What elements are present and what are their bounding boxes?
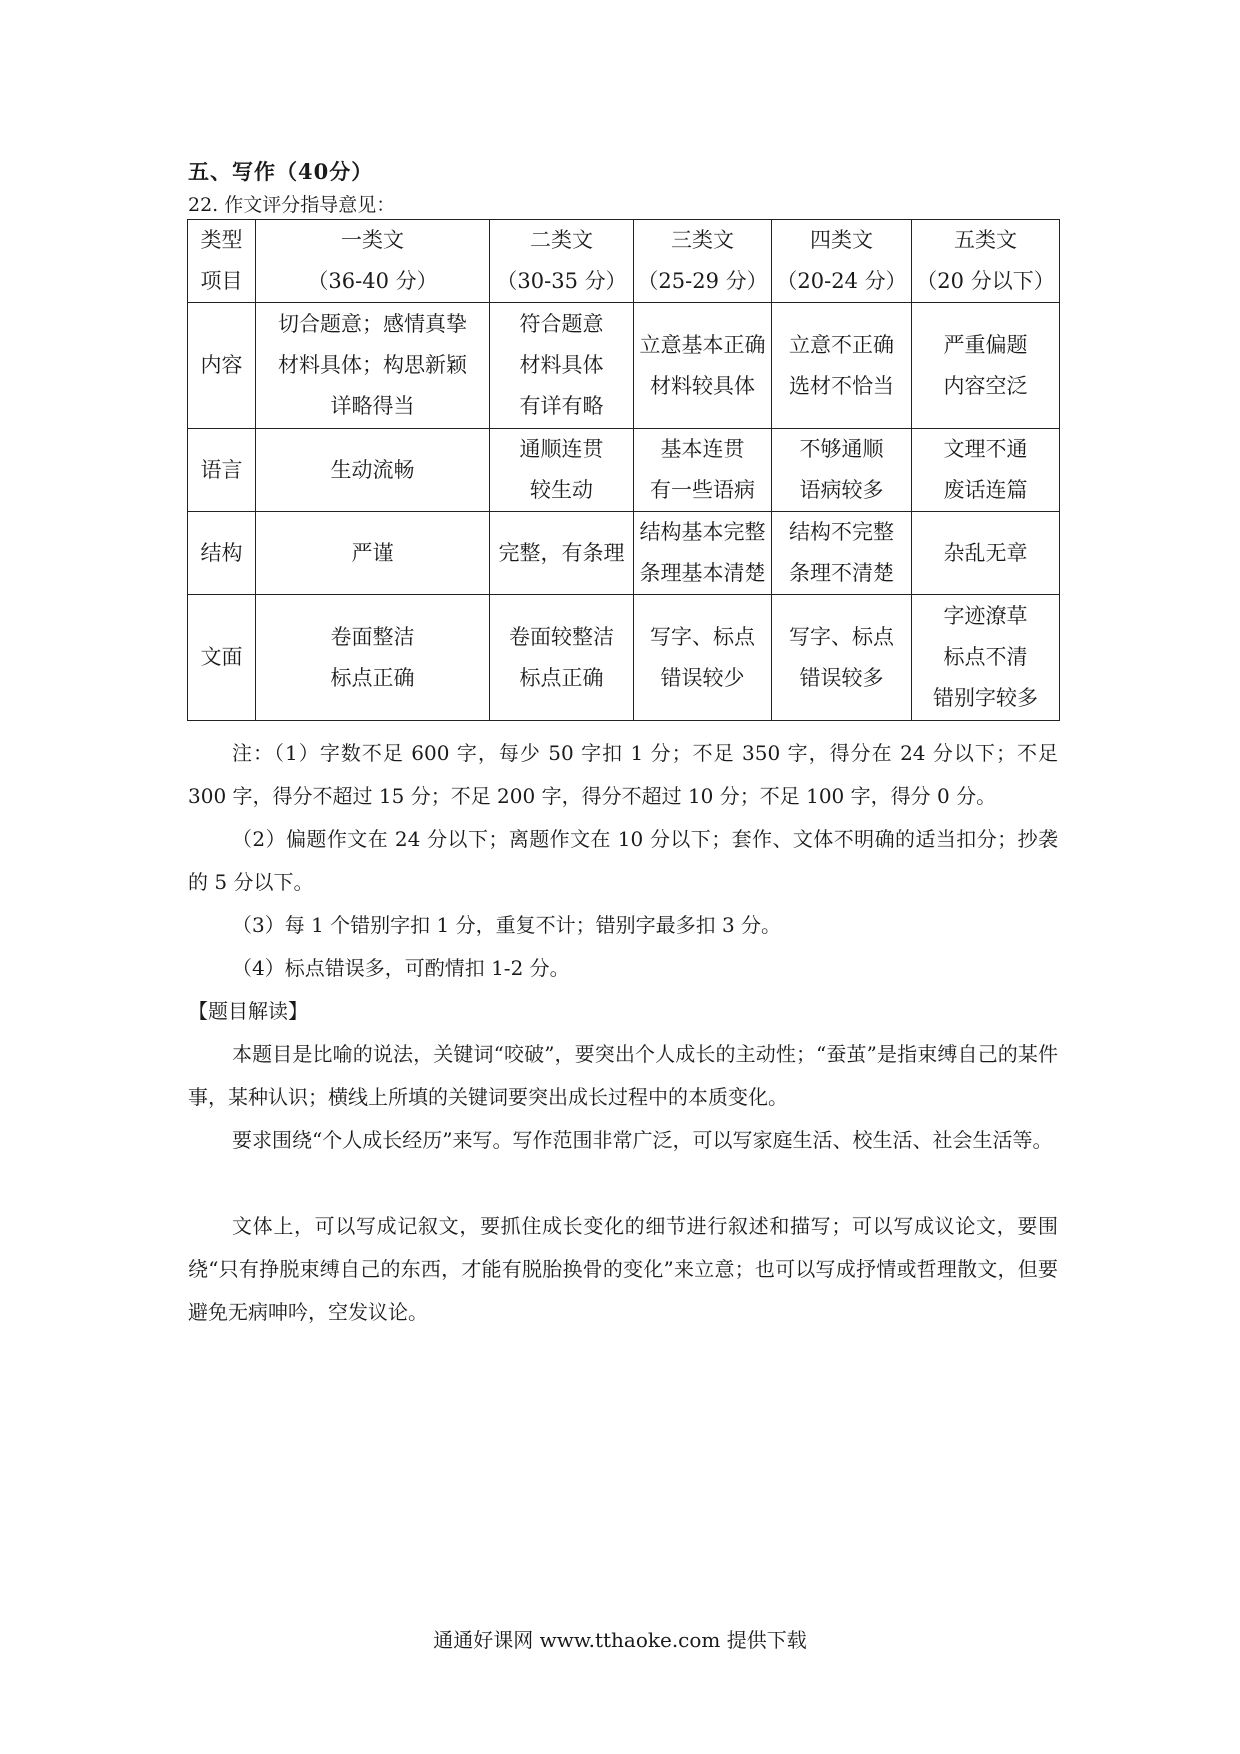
table-cell: 写字、标点 错误较多: [772, 595, 912, 721]
table-cell: 卷面整洁 标点正确: [256, 595, 490, 721]
table-cell: 文理不通 废话连篇: [912, 429, 1060, 512]
row-label: 内容: [188, 303, 256, 429]
table-cell: 字迹潦草 标点不清 错别字较多: [912, 595, 1060, 721]
note-paragraph: （3）每 1 个错别字扣 1 分，重复不计；错别字最多扣 3 分。: [232, 913, 782, 937]
table-cell: 卷面较整洁 标点正确: [490, 595, 634, 721]
question-label: 22. 作文评分指导意见：: [188, 194, 396, 216]
corner-type: 类型: [200, 228, 243, 252]
table-cell: 结构基本完整 条理基本清楚: [634, 512, 772, 595]
section-title: 五、写作（40分）: [188, 159, 374, 184]
table-cell: 切合题意；感情真挚 材料具体；构思新颖 详略得当: [256, 303, 490, 429]
column-header: 五类文 （20 分以下）: [912, 220, 1060, 303]
table-row: [188, 512, 1060, 595]
table-cell: 杂乱无章: [912, 512, 1060, 595]
note-paragraph: （2）偏题作文在 24 分以下；离题作文在 10 分以下；套作、文体不明确的适当扣分；抄袭的 5 分以下。: [188, 827, 1058, 894]
row-label: 语言: [188, 429, 256, 512]
table-cell: 通顺连贯 较生动: [490, 429, 634, 512]
grading-table: [187, 219, 1060, 721]
table-row: [188, 429, 1060, 512]
table-cell: 结构不完整 条理不清楚: [772, 512, 912, 595]
corner-item: 项目: [200, 269, 243, 293]
note-paragraph: （4）标点错误多，可酌情扣 1-2 分。: [232, 956, 570, 980]
table-cell: 生动流畅: [256, 429, 490, 512]
table-cell: 严重偏题 内容空泛: [912, 303, 1060, 429]
table-cell: 符合题意 材料具体 有详有略: [490, 303, 634, 429]
column-header: 二类文 （30-35 分）: [490, 220, 634, 303]
table-cell: 完整，有条理: [490, 512, 634, 595]
table-header-row: [188, 220, 1060, 303]
table-row: [188, 595, 1060, 721]
analysis-paragraph: 要求围绕“个人成长经历”来写。写作范围非常广泛，可以写家庭生活、校生活、社会生活等。: [232, 1128, 1053, 1152]
column-header: 一类文 （36-40 分）: [256, 220, 490, 303]
table-cell: 写字、标点 错误较少: [634, 595, 772, 721]
table-row: [188, 303, 1060, 429]
table-cell: 不够通顺 语病较多: [772, 429, 912, 512]
column-header: 四类文 （20-24 分）: [772, 220, 912, 303]
column-header: 三类文 （25-29 分）: [634, 220, 772, 303]
note-paragraph: 注：（1）字数不足 600 字，每少 50 字扣 1 分；不足 350 字，得分在 24 分以下；不足 300 字，得分不超过 15 分；不足 200 字，得分不超过 10 分；不足 100 字，得分 0 分。: [188, 741, 1058, 808]
analysis-heading: 【题目解读】: [188, 999, 308, 1023]
table-cell: 立意基本正确 材料较具体: [634, 303, 772, 429]
row-label: 结构: [188, 512, 256, 595]
corner-cell: [188, 220, 256, 303]
table-cell: 基本连贯 有一些语病: [634, 429, 772, 512]
table-cell: 严谨: [256, 512, 490, 595]
footer-credit: 通通好课网 www.tthaoke.com 提供下载: [433, 1628, 807, 1652]
table-cell: 立意不正确 选材不恰当: [772, 303, 912, 429]
row-label: 文面: [188, 595, 256, 721]
analysis-paragraph: 文体上，可以写成记叙文，要抓住成长变化的细节进行叙述和描写；可以写成议论文，要围绕“只有挣脱束缚自己的东西，才能有脱胎换骨的变化”来立意；也可以写成抒情或哲理散文，但要避免无病呻吟，空发议论。: [188, 1214, 1058, 1324]
analysis-paragraph: 本题目是比喻的说法，关键词“咬破”，要突出个人成长的主动性；“蚕茧”是指束缚自己的某件事，某种认识；横线上所填的关键词要突出成长过程中的本质变化。: [188, 1042, 1058, 1109]
